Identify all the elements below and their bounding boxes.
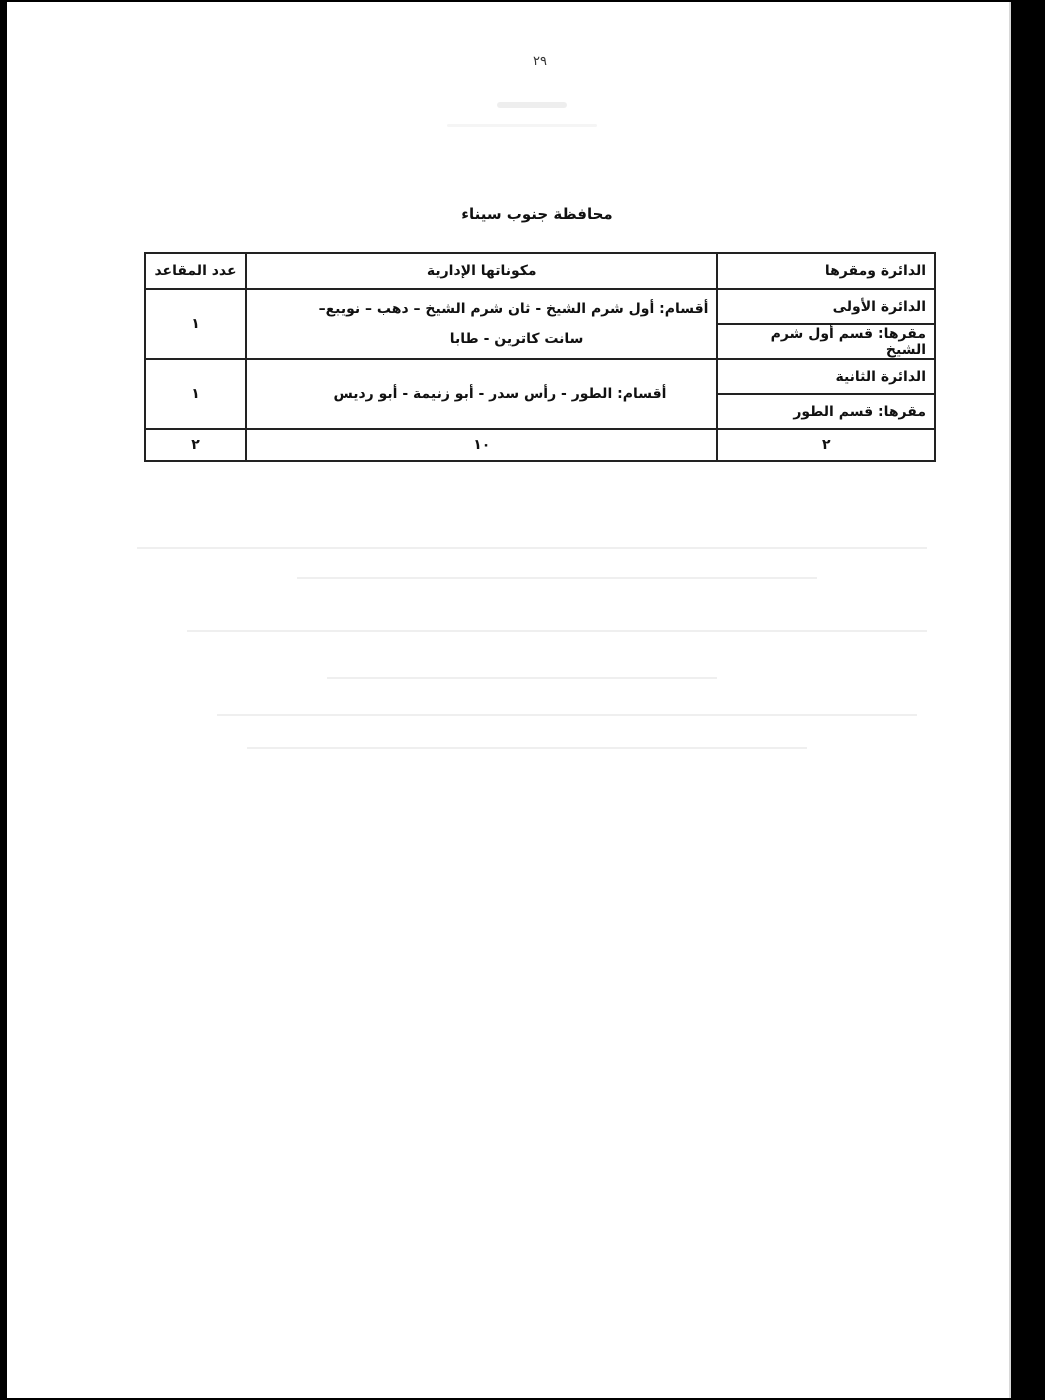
show-through-line <box>297 577 817 579</box>
header-seats: عدد المقاعد <box>145 253 246 289</box>
document-page <box>7 2 1011 1398</box>
table-header-row <box>145 253 935 289</box>
header-components: مكوناتها الإدارية <box>246 253 717 289</box>
total-seats: ٢ <box>145 429 246 461</box>
show-through-line <box>137 547 927 549</box>
header-district: الدائرة ومقرها <box>717 253 935 289</box>
table-total-row <box>145 429 935 461</box>
table-row <box>145 359 935 394</box>
page-number: ٢٩ <box>533 54 547 69</box>
components-line: سانت كاترين - طابا <box>449 331 584 347</box>
document-title: محافظة جنوب سيناء <box>461 205 613 223</box>
table-row <box>145 289 935 324</box>
show-through-line <box>187 630 927 632</box>
district-seat: مقرها: قسم الطور <box>717 394 935 429</box>
total-districts: ٢ <box>717 429 935 461</box>
total-components: ١٠ <box>246 429 717 461</box>
district-name: الدائرة الثانية <box>717 359 935 394</box>
district-seat: مقرها: قسم أول شرم الشيخ <box>717 324 935 359</box>
scan-smudge <box>497 102 567 108</box>
components-line: أقسام: أول شرم الشيخ - ثان شرم الشيخ – دهب – نويبع– <box>318 301 709 317</box>
district-components <box>246 289 717 359</box>
districts-table <box>144 252 936 462</box>
show-through-line <box>217 714 917 716</box>
district-seats: ١ <box>145 289 246 359</box>
components-line: أقسام: الطور - رأس سدر - أبو زنيمة - أبو رديس <box>333 386 667 402</box>
show-through-line <box>247 747 807 749</box>
district-name: الدائرة الأولى <box>717 289 935 324</box>
district-seats: ١ <box>145 359 246 429</box>
district-components <box>246 359 717 429</box>
show-through-line <box>327 677 717 679</box>
scan-smudge <box>447 124 597 127</box>
